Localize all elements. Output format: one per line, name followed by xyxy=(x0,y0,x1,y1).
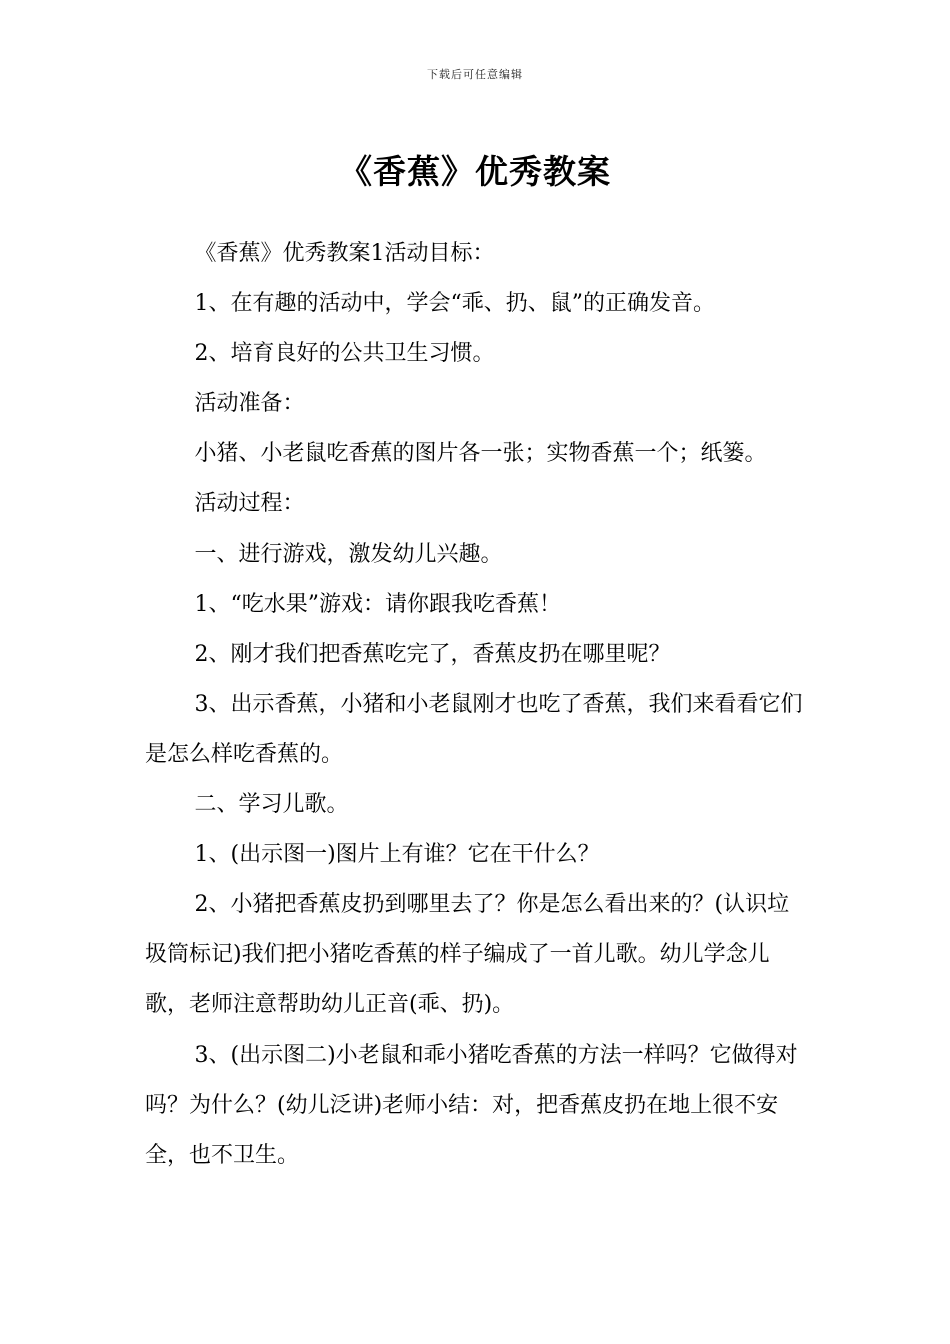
paragraph-section-2: 二、学习儿歌。 xyxy=(194,792,349,818)
paragraph-step-2-2: 2、小猪把香蕉皮扔到哪里去了？你是怎么看出来的？(认识垃圾筒标记)我们把小猪吃香蕉的样子编成了一首儿歌。幼儿学念儿歌，老师注意帮助幼儿正音(乖、扔)。 xyxy=(145,892,790,1018)
paragraph-prep-heading: 活动准备： xyxy=(194,391,305,417)
paragraph-process-heading: 活动过程： xyxy=(194,491,305,517)
paragraph-step-1-1: 1、“吃水果”游戏：请你跟我吃香蕉！ xyxy=(194,591,561,617)
paragraph-step-1-2: 2、刚才我们把香蕉吃完了，香蕉皮扔在哪里呢？ xyxy=(194,641,671,667)
paragraph-section-1: 一、进行游戏，激发幼儿兴趣。 xyxy=(194,541,503,567)
paragraph-goal-2: 2、培育良好的公共卫生习惯。 xyxy=(194,341,495,367)
paragraph-intro-goals: 《香蕉》优秀教案1活动目标： xyxy=(194,241,495,266)
paragraph-goal-1: 1、在有趣的活动中，学会“乖、扔、鼠”的正确发音。 xyxy=(194,291,715,317)
header-note: 下载后可任意编辑 xyxy=(427,68,523,81)
paragraph-step-2-1: 1、(出示图一)图片上有谁？它在干什么？ xyxy=(194,842,600,868)
paragraph-step-1-3: 3、出示香蕉，小猪和小老鼠刚才也吃了香蕉，我们来看看它们是怎么样吃香蕉的。 xyxy=(145,691,803,767)
document-title: 《香蕉》优秀教案 xyxy=(339,152,611,192)
paragraph-prep-items: 小猪、小老鼠吃香蕉的图片各一张；实物香蕉一个；纸篓。 xyxy=(194,441,767,467)
document-body xyxy=(145,229,811,1181)
paragraph-step-2-3: 3、(出示图二)小老鼠和乖小猪吃香蕉的方法一样吗？它做得对吗？为什么？(幼儿泛讲)老师小结：对，把香蕉皮扔在地上很不安全，也不卫生。 xyxy=(145,1042,798,1168)
